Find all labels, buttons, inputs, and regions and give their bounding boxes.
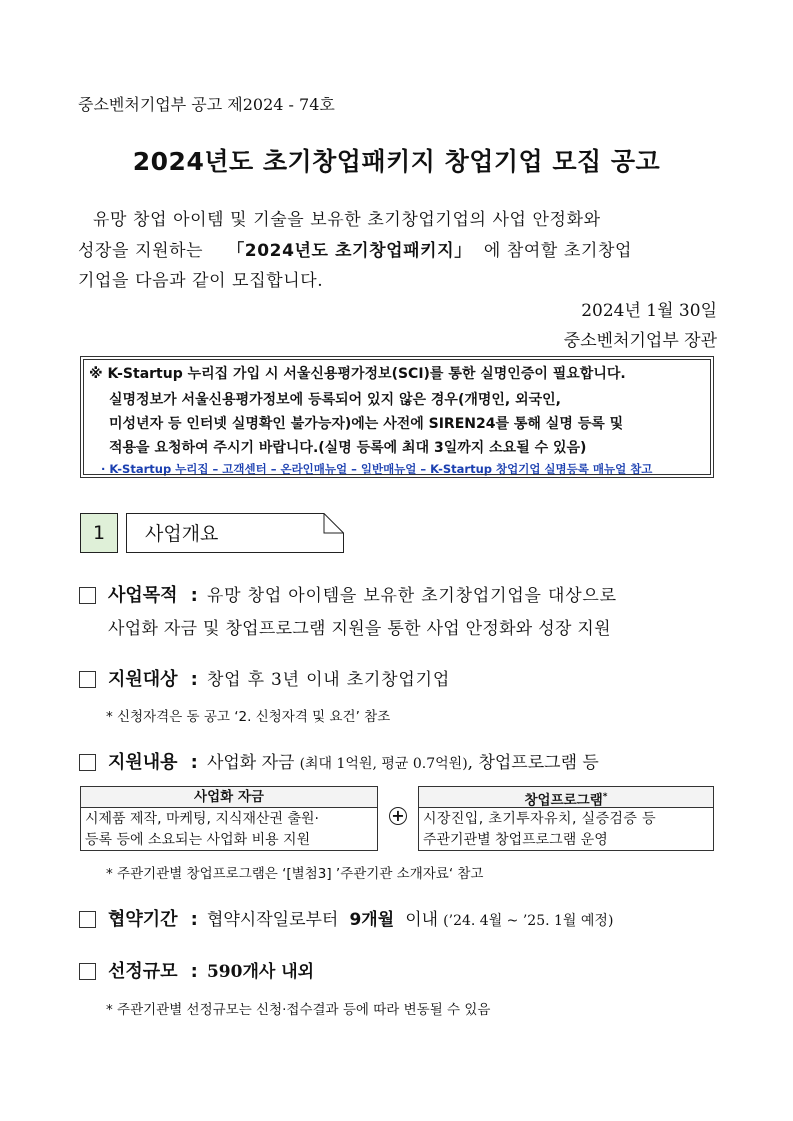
period-line bbox=[108, 905, 613, 931]
scale-note: * 주관기관별 선정규모는 신청·접수결과 등에 따라 변동될 수 있음 bbox=[106, 1002, 491, 1018]
target-colon: : bbox=[190, 669, 198, 690]
content-colon: : bbox=[190, 752, 198, 773]
scale-text: 590개사 내외 bbox=[206, 962, 315, 982]
content-text-post: , 창업프로그램 등 bbox=[467, 753, 599, 773]
intro-program-name: 「2024년도 초기창업패키지」 bbox=[227, 241, 472, 261]
scale-colon: : bbox=[190, 961, 198, 982]
period-duration: 9개월 bbox=[349, 910, 395, 930]
commercialization-fund-header: 사업화 자금 bbox=[81, 787, 377, 808]
target-line bbox=[108, 665, 450, 691]
target-text: 창업 후 3년 이내 초기창업기업 bbox=[206, 670, 451, 690]
content-checkbox bbox=[79, 754, 96, 771]
intro-line-2-pre: 성장을 지원하는 bbox=[78, 241, 204, 261]
startup-program-header-text: 창업프로그램 bbox=[524, 792, 603, 809]
purpose-heading: 사업목적 bbox=[108, 585, 178, 606]
period-colon: : bbox=[190, 909, 198, 930]
intro-line-2-post: 에 참여할 초기창업 bbox=[483, 241, 633, 261]
notice-line-2: 실명정보가 서울신용평가정보에 등록되어 있지 않은 경우(개명인, 외국인, bbox=[109, 392, 561, 408]
period-schedule: (’24. 4월 ~ ’25. 1월 예정) bbox=[443, 913, 614, 929]
purpose-checkbox bbox=[79, 587, 96, 604]
section-title: 사업개요 bbox=[145, 523, 219, 545]
period-text-pre: 협약시작일로부터 bbox=[206, 910, 339, 930]
issuer: 중소벤처기업부 장관 bbox=[563, 331, 717, 351]
scale-line bbox=[108, 957, 314, 983]
plus-icon: + bbox=[389, 807, 407, 825]
intro-line-3: 기업을 다음과 같이 모집합니다. bbox=[78, 271, 324, 291]
intro-line-2 bbox=[78, 236, 632, 261]
purpose-colon: : bbox=[190, 585, 198, 606]
startup-program-header bbox=[419, 787, 713, 808]
content-text-paren: (최대 1억원, 평균 0.7억원) bbox=[299, 756, 468, 772]
content-note: * 주관기관별 창업프로그램은 ‘[별첨3] ’주관기관 소개자료‘ 참고 bbox=[106, 866, 484, 882]
startup-program-table bbox=[418, 786, 714, 851]
target-checkbox bbox=[79, 671, 96, 688]
period-text-post: 이내 bbox=[405, 910, 439, 930]
notice-line-1: ※ K-Startup 누리집 가입 시 서울신용평가정보(SCI)를 통한 실명인증이 필요합니다. bbox=[89, 366, 626, 382]
commercialization-fund-table bbox=[80, 786, 378, 851]
commercialization-fund-desc-2: 등록 등에 소요되는 사업화 비용 지원 bbox=[85, 832, 311, 848]
manual-reference-link[interactable]: · K-Startup 누리집 – 고객센터 – 온라인매뉴얼 – 일반매뉴얼 – K-Startup 창업기업 실명등록 매뉴얼 참고 bbox=[101, 462, 653, 476]
notice-line-3: 미성년자 등 인터넷 실명확인 불가능자)에는 사전에 SIREN24를 통해 실명 등록 및 bbox=[109, 416, 624, 432]
scale-heading: 선정규모 bbox=[108, 961, 178, 982]
purpose-line-1 bbox=[108, 581, 617, 607]
startup-program-header-sup: * bbox=[602, 792, 608, 802]
purpose-text-1: 유망 창업 아이템을 보유한 초기창업기업을 대상으로 bbox=[206, 586, 617, 606]
document-number: 중소벤처기업부 공고 제2024 - 74호 bbox=[78, 95, 335, 114]
startup-program-desc-2: 주관기관별 창업프로그램 운영 bbox=[423, 832, 608, 848]
content-line bbox=[108, 748, 599, 774]
intro-line-1: 유망 창업 아이템 및 기술을 보유한 초기창업기업의 사업 안정화와 bbox=[93, 210, 601, 230]
announcement-date: 2024년 1월 30일 bbox=[581, 301, 717, 321]
target-note: * 신청자격은 동 공고 ‘2. 신청자격 및 요건’ 참조 bbox=[106, 709, 391, 725]
section-number: 1 bbox=[80, 513, 118, 553]
startup-program-desc-1: 시장진입, 초기투자유치, 실증검증 등 bbox=[423, 811, 657, 827]
period-heading: 협약기간 bbox=[108, 909, 178, 930]
period-checkbox bbox=[79, 911, 96, 928]
commercialization-fund-desc-1: 시제품 제작, 마케팅, 지식재산권 출원· bbox=[85, 811, 320, 827]
content-heading: 지원내용 bbox=[108, 752, 178, 773]
page-title: 2024년도 초기창업패키지 창업기업 모집 공고 bbox=[132, 147, 661, 176]
notice-box bbox=[80, 356, 714, 478]
content-text-pre: 사업화 자금 bbox=[206, 753, 295, 773]
scale-checkbox bbox=[79, 963, 96, 980]
target-heading: 지원대상 bbox=[108, 669, 178, 690]
notice-line-4: 적용을 요청하여 주시기 바랍니다.(실명 등록에 최대 3일까지 소요될 수 있음) bbox=[109, 440, 587, 456]
purpose-text-2: 사업화 자금 및 창업프로그램 지원을 통한 사업 안정화와 성장 지원 bbox=[108, 619, 611, 639]
